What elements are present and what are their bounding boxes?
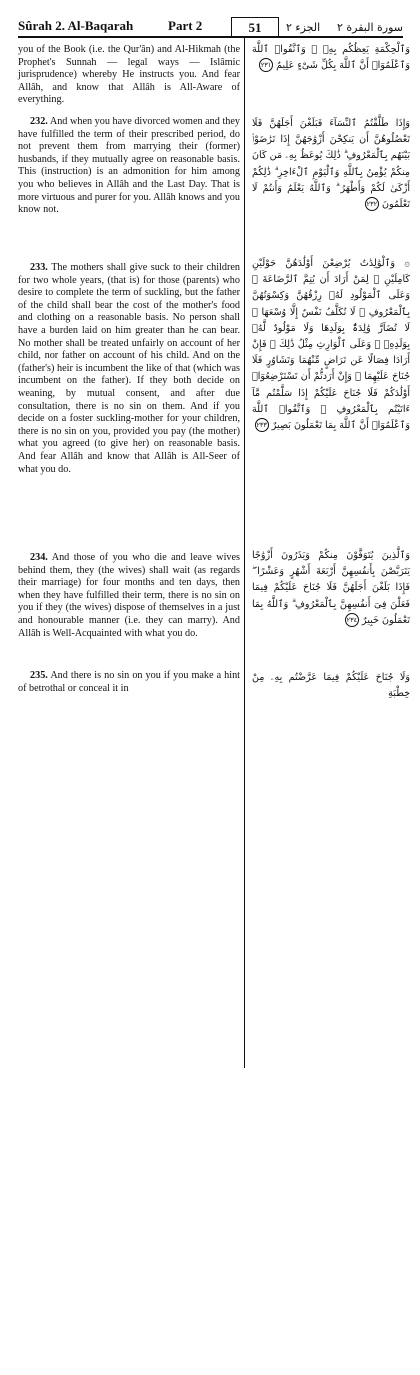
- english-verse-232: 232. And when you have divorced women and they have fulfilled the term of their prescribed period, do not prevent them from marrying their (former) husbands, if they mutually agree on reasonable basis. This (instruction) is an admonition for him among you who believes in Allâh and the Last Day. That is more virtuous and purer for you. Allâh knows and you know not.: [18, 116, 240, 216]
- arabic-verse-235-start: وَلَا جُنَاحَ عَلَيْكُمْ فِيمَا عَرَّضْتُم بِهِۦ مِنْ خِطْبَةِ: [252, 672, 410, 700]
- surah-title-english: Sûrah 2. Al-Baqarah: [18, 18, 134, 33]
- ayah-end-marker: ٢٣٢: [365, 197, 379, 211]
- column-divider: [244, 38, 245, 1068]
- arabic-verse-231-end: وَٱلْحِكْمَةِ يَعِظُكُم بِهِۦ ۚ وَٱتَّقُوا۟ ٱللَّهَ وَٱعْلَمُوٓا۟ أَنَّ ٱللَّهَ بِكُلِّ شَىْءٍ عَلِيمٌ ٢٣١: [252, 44, 410, 72]
- arabic-verse-233: ۞ وَٱلْوَٰلِدَٰتُ يُرْضِعْنَ أَوْلَٰدَهُنَّ حَوْلَيْنِ كَامِلَيْنِ ۖ لِمَنْ أَرَادَ أَن يُتِمَّ ٱلرَّضَاعَةَ ۚ وَعَلَى ٱلْمَوْلُودِ لَهُۥ رِزْقُهُنَّ وَكِسْوَتُهُنَّ بِٱلْمَعْرُوفِ ۚ لَا تُكَلَّفُ نَفْسٌ إِلَّا وُسْعَهَا ۚ لَا تُضَآرَّ وَٰلِدَةٌۢ بِوَلَدِهَا وَلَا مَوْلُودٌ لَّهُۥ بِوَلَدِهِۦ ۚ وَعَلَى ٱلْوَارِثِ مِثْلُ ذَٰلِكَ ۗ فَإِنْ أَرَادَا فِصَالًا عَن تَرَاضٍ مِّنْهُمَا وَتَشَاوُرٍ فَلَا جُنَاحَ عَلَيْهِمَا ۗ وَإِنْ أَرَدتُّمْ أَن تَسْتَرْضِعُوٓا۟ أَوْلَٰدَكُمْ فَلَا جُنَاحَ عَلَيْكُمْ إِذَا سَلَّمْتُم مَّآ ءَاتَيْتُم بِٱلْمَعْرُوفِ ۗ وَٱتَّقُوا۟ ٱللَّهَ وَٱعْلَمُوٓا۟ أَنَّ ٱللَّهَ بِمَا تَعْمَلُونَ بَصِيرٌ ٢٣٣: [252, 258, 410, 432]
- part-label: Part 2: [168, 18, 203, 33]
- verse-number: 233.: [30, 262, 48, 273]
- ayah-end-marker: ٢٣١: [259, 58, 273, 72]
- juz-label-arabic: الجزء ٢: [286, 21, 321, 34]
- arabic-verse-234: وَٱلَّذِينَ يُتَوَفَّوْنَ مِنكُمْ وَيَذَرُونَ أَزْوَٰجًا يَتَرَبَّصْنَ بِأَنفُسِهِنَّ أَرْبَعَةَ أَشْهُرٍ وَعَشْرًا ۖ فَإِذَا بَلَغْنَ أَجَلَهُنَّ فَلَا جُنَاحَ عَلَيْكُمْ فِيمَا فَعَلْنَ فِىٓ أَنفُسِهِنَّ بِٱلْمَعْرُوفِ ۗ وَٱللَّهُ بِمَا تَعْمَلُونَ خَبِيرٌ ٢٣٤: [252, 550, 410, 626]
- page-number: 51: [231, 17, 279, 38]
- english-intro: you of the Book (i.e. the Qur'ân) and Al-Hikmah (the Prophet's Sunnah — legal ways — Islâmic jurisprudence) whereby He instructs you. And fear Allâh, and know that Allâh is All-Aware of everything.: [18, 44, 240, 106]
- verse-number: 234.: [30, 552, 48, 563]
- english-verse-234: 234. And those of you who die and leave wives behind them, they (the wives) shall wait (as regards their marriage) for four months and ten days, then when they have fulfilled their term, there is no sin on you if they (the wives) dispose of themselves in a just and honourable manner (i.e. they can marry). And Allâh is Well-Acquainted with what you do.: [18, 552, 241, 639]
- arabic-verse-232: وَإِذَا طَلَّقْتُمُ ٱلنِّسَآءَ فَبَلَغْنَ أَجَلَهُنَّ فَلَا تَعْضُلُوهُنَّ أَن يَنكِحْنَ أَزْوَٰجَهُنَّ إِذَا تَرَٰضَوْا۟ بَيْنَهُم بِٱلْمَعْرُوفِ ۗ ذَٰلِكَ يُوعَظُ بِهِۦ مَن كَانَ مِنكُمْ يُؤْمِنُ بِٱللَّهِ وَٱلْيَوْمِ ٱلْءَاخِرِ ۗ ذَٰلِكُمْ أَزْكَىٰ لَكُمْ وَأَطْهَرُ ۗ وَٱللَّهُ يَعْلَمُ وَأَنتُمْ لَا تَعْلَمُونَ ٢٣٢: [252, 118, 410, 211]
- verse-number: 232.: [30, 116, 48, 127]
- ayah-end-marker: ٢٣٤: [345, 613, 359, 627]
- english-verse-235: 235. And there is no sin on you if you make a hint of betrothal or conceal it in: [18, 670, 240, 694]
- surah-title-arabic: سورة البقرة ٢: [336, 21, 403, 34]
- verse-number: 235.: [30, 670, 48, 681]
- page-header: [18, 14, 403, 38]
- english-verse-233: 233. The mothers shall give suck to their children for two whole years, (that is) for those (parents) who desire to complete the term of suckling, but the father of the child shall bear the cost of the mother's food and clothing on a reasonable basis. No person shall have a burden laid on him greater than he can bear. No mother shall be treated unfairly on account of her child, nor father on account of his child. And on the (father's) heir is incumbent the like of that (which was incumbent on the father). If they both decide on weaning, by mutual consent, and after due consultation, there is no sin on them. And if you decide on a foster suckling-mother for your children, there is no sin on you, provided you pay (the mother) what you agreed (to give her) on reasonable basis. And fear Allâh and know that Allâh is All-Seer of what you do.: [18, 262, 240, 475]
- ayah-end-marker: ٢٣٣: [255, 418, 269, 432]
